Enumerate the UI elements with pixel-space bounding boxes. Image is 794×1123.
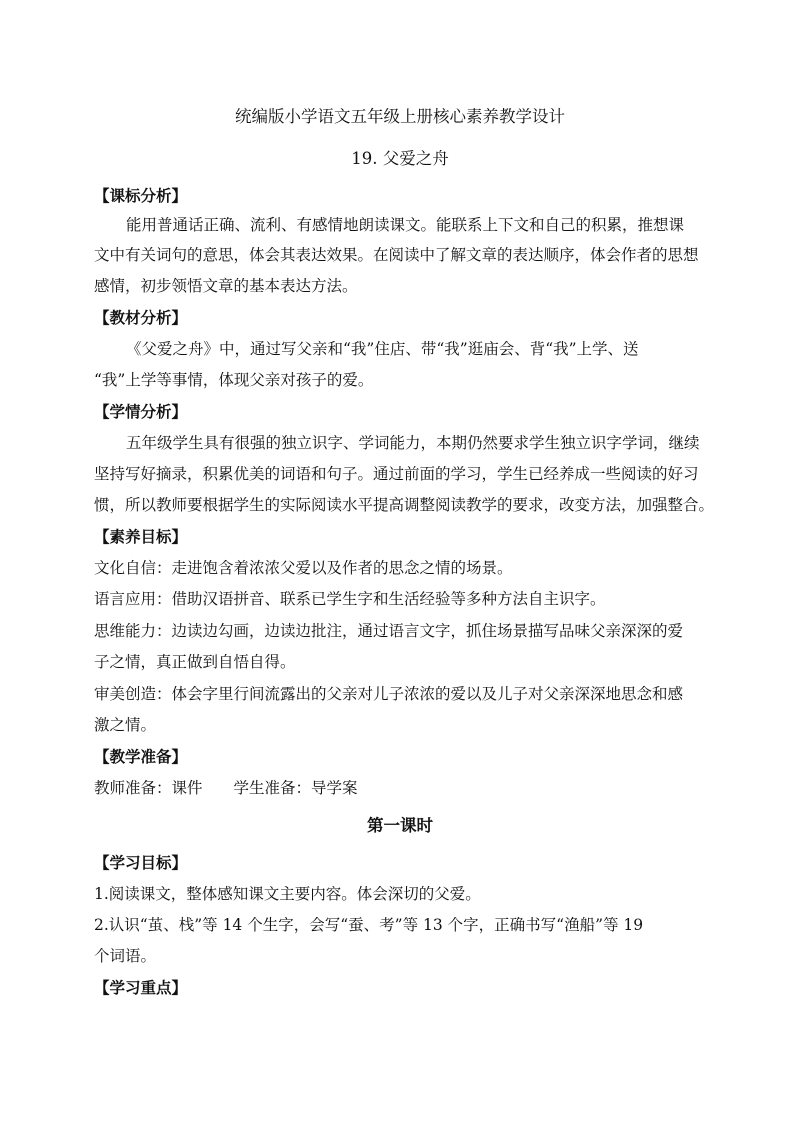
paragraph-line: 《父爱之舟》中，通过写父亲和“我”住店、带“我”逛庙会、背“我”上学、送 (126, 340, 639, 358)
goal-item-continued: 子之情，真正做到自悟自得。 (94, 653, 296, 671)
section-heading-preparation: 【教学准备】 (94, 747, 188, 766)
paragraph-line: 坚持写好摘录，积累优美的词语和句子。通过前面的学习，学生已经养成一些阅读的好习 (94, 465, 699, 483)
paragraph-line: 五年级学生具有很强的独立识字、学词能力，本期仍然要求学生独立识字学词，继续 (126, 434, 700, 452)
goal-item: 思维能力：边读边勾画，边读边批注，通过语言文字，抓住场景描写品味父亲深深的爱 (94, 622, 684, 640)
paragraph-line: “我”上学等事情，体现父亲对孩子的爱。 (94, 371, 374, 389)
section-heading-key-points: 【学习重点】 (94, 978, 188, 997)
section-heading-curriculum: 【课标分析】 (94, 186, 188, 205)
goal-item: 审美创造：体会字里行间流露出的父亲对儿子浓浓的爱以及儿子对父亲深深地思念和感 (94, 685, 684, 703)
learning-goal-item: 2.认识“茧、栈”等 14 个生字，会写“蚕、考”等 13 个字，正确书写“渔船”等 19 (94, 916, 644, 934)
goal-item: 文化自信：走进饱含着浓浓父爱以及作者的思念之情的场景。 (94, 559, 513, 577)
section-heading-students: 【学情分析】 (94, 402, 188, 421)
paragraph-line: 文中有关词句的意思，体会其表达效果。在阅读中了解文章的表达顺序，体会作者的思想 (94, 246, 699, 264)
section-heading-goals: 【素养目标】 (94, 527, 188, 546)
preparation-line: 教师准备：课件 学生准备：导学案 (94, 779, 358, 797)
lesson-subtitle: 19. 父爱之舟 (351, 149, 449, 168)
paragraph-line: 感情，初步领悟文章的基本表达方法。 (94, 277, 358, 295)
document-title: 统编版小学语文五年级上册核心素养教学设计 (235, 107, 565, 126)
paragraph-line: 能用普通话正确、流利、有感情地朗读课文。能联系上下文和自己的积累，推想课 (126, 216, 685, 234)
paragraph-line: 惯，所以教师要根据学生的实际阅读水平提高调整阅读教学的要求，改变方法，加强整合。 (94, 496, 715, 514)
section-heading-textbook: 【教材分析】 (94, 308, 188, 327)
learning-goal-item: 1.阅读课文，整体感知课文主要内容。体会深切的父爱。 (94, 885, 481, 903)
goal-item: 语言应用：借助汉语拼音、联系已学生字和生活经验等多种方法自主识字。 (94, 590, 606, 608)
lesson-period-title: 第一课时 (367, 816, 433, 835)
goal-item-continued: 激之情。 (94, 716, 157, 734)
section-heading-learning-goals: 【学习目标】 (94, 853, 188, 872)
learning-goal-item-continued: 个词语。 (94, 947, 157, 965)
